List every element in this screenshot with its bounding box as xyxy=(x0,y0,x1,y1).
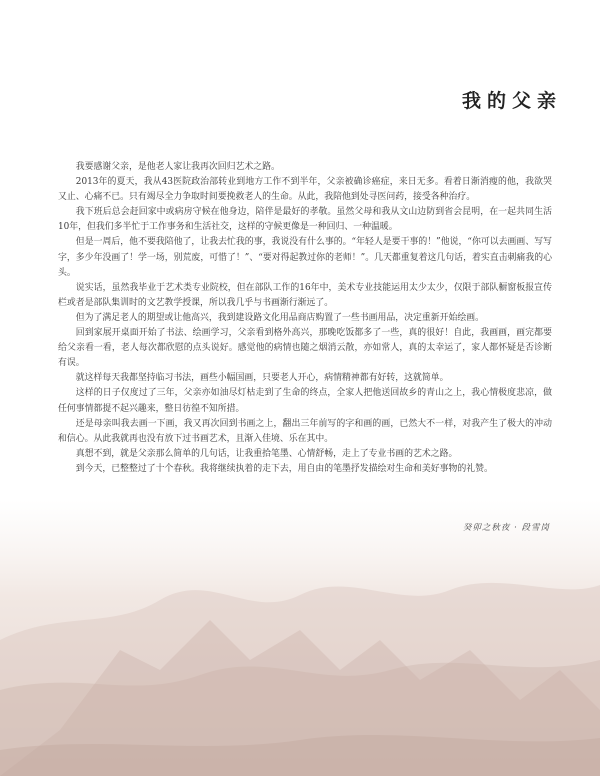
paragraph: 真想不到，就是父亲那么简单的几句话，让我重拾笔墨、心情舒畅，走上了专业书画的艺术之路。 xyxy=(75,448,458,459)
paragraph: 回到家展开桌面开始了书法、绘画学习，父亲看到格外高兴，那晚吃饭都多了一些，真的很好！自此，我画画，画完都要给父亲看一看，老人每次都欣慰的点头说好。感觉他的病情也随之烟消云散，亦如常人，真的太幸运了，家人都怀疑是否诊断有误。 xyxy=(58,328,552,369)
article-body xyxy=(58,160,552,477)
article-title: 我的父亲 xyxy=(461,90,562,112)
paragraph: 到今天，已整整过了十个春秋。我将继续执着的走下去，用自由的笔墨抒发描绘对生命和美好事物的礼赞。 xyxy=(75,463,493,474)
paragraph: 2013年的夏天，我从43医院政治部转业到地方工作不到半年，父亲被确诊癌症，来日无多。看着日渐消瘦的他，我欲哭又止、心痛不已。只有竭尽全力争取时间要挽救老人的生命。从此，我陪他到处寻医问药，接受各种治疗。 xyxy=(58,177,552,203)
signature: 癸卯之秋夜 · 段雪岗 xyxy=(462,523,550,533)
background-sculpture-relief xyxy=(0,500,600,776)
paragraph: 我要感谢父亲，是他老人家让我再次回归艺术之路。 xyxy=(75,162,280,172)
paragraph: 说实话，虽然我毕业于艺术类专业院校，但在部队工作的16年中，美术专业技能运用太少太少，仅限于部队橱窗板报宣传栏或者是部队集训时的文艺教学授课，所以我几乎与书画渐行渐远了。 xyxy=(58,282,552,308)
paragraph: 就这样每天我都坚持临习书法，画些小幅国画，只要老人开心，病情精神都有好转，这就简单。 xyxy=(75,373,449,384)
paragraph: 这样的日子仅度过了三年，父亲亦如油尽灯枯走到了生命的终点，全家人把他送回故乡的青山之上，我心情极度悲凉，做任何事情都提不起兴趣来，整日彷徨不知所措。 xyxy=(58,388,552,414)
paragraph: 还是母亲叫我去画一下画，我又再次回到书画之上，翻出三年前写的字和画的画，已然大不一样，对我产生了极大的冲动和信心。从此我就再也没有放下过书画艺术，且渐入佳境、乐在其中。 xyxy=(58,418,552,444)
paragraph: 但为了满足老人的期望或让他高兴，我到建设路文化用品商店购置了一些书画用品，决定重新开始绘画。 xyxy=(75,312,485,323)
paragraph: 但是一周后，他不要我陪他了，让我去忙我的事，我说没有什么事的。“年轻人是要干事的！”他说，“你可以去画画、写写字，多少年没画了！学一场，别荒废，可惜了！”、“要对得起教过你的老师！”。几天都重复着这几句话，着实直击刺痛我的心头。 xyxy=(58,237,552,278)
paragraph: 我下班后总会赶回家中或病房守候在他身边，陪伴是最好的孝敬。虽然父母和我从文山边防到省会昆明，在一起共同生活10年，但我们多半忙于工作事务和生活社交，这样的守候更像是一种回归、一种温暖。 xyxy=(58,207,552,233)
